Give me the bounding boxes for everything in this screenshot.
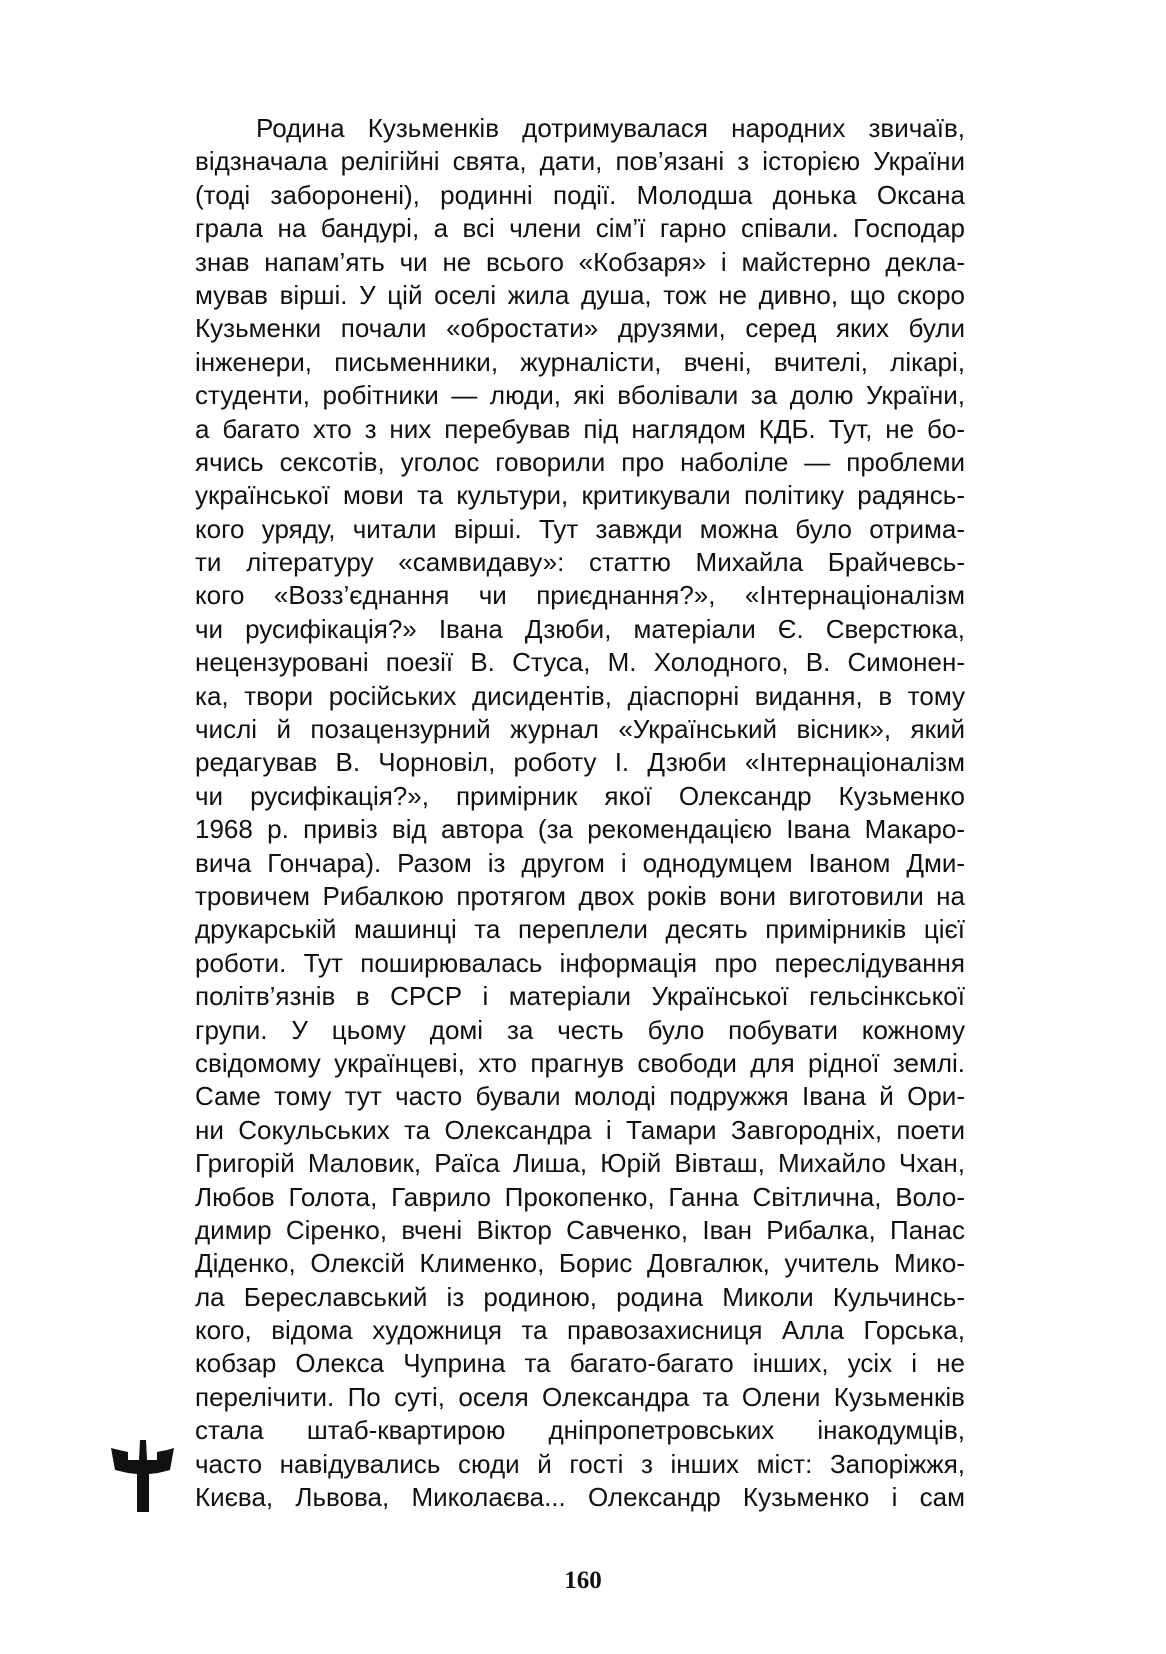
body-text (195, 112, 965, 1514)
text-line: редагував В. Чорновіл, роботу І. Дзюби «Інтернаціоналізм (195, 747, 965, 778)
text-line: димир Сіренко, вчені Віктор Савченко, Іван Рибалка, Панас (195, 1214, 965, 1245)
text-line: роботи. Тут поширювалась інформація про переслідування (195, 947, 965, 978)
text-line: а багато хто з них перебував під наглядом КДБ. Тут, не бо- (195, 413, 965, 444)
text-line: числі й позацензурний журнал «Український вісник», який (195, 714, 965, 745)
text-line: Діденко, Олексій Клименко, Борис Довгалюк, учитель Мико- (195, 1248, 965, 1279)
text-line: свідомому українцеві, хто прагнув свободи для рідної землі. (195, 1047, 965, 1078)
text-line: Любов Голота, Гаврило Прокопенко, Ганна Світлична, Воло- (195, 1181, 965, 1212)
text-line: стала штаб-квартирою дніпропетровських інакодумців, (195, 1415, 965, 1446)
text-line: кобзар Олекса Чуприна та багато-багато інших, усіх і не (195, 1348, 965, 1379)
text-line: часто навідувались сюди й гості з інших міст: Запоріжжя, (195, 1448, 965, 1479)
trident-publisher-mark-icon (111, 1440, 174, 1512)
text-line: ни Сокульських та Олександра і Тамари Завгородніх, поети (195, 1114, 965, 1145)
text-line: тровичем Рибалкою протягом двох років вони виготовили на (195, 880, 965, 911)
text-line: 1968 р. привіз від автора (за рекомендацією Івана Макаро- (195, 814, 965, 845)
text-line: (тоді заборонені), родинні події. Молодша донька Оксана (195, 179, 965, 210)
text-line: мував вірші. У цій оселі жила душа, тож не дивно, що скоро (195, 279, 965, 310)
text-line: відзначала релігійні свята, дати, пов’язані з історією України (195, 146, 965, 177)
text-line: Києва, Львова, Миколаєва... Олександр Кузьменко і сам (195, 1482, 965, 1513)
text-line: студенти, робітники — люди, які вболівали за долю України, (195, 380, 965, 411)
text-line: ка, твори російських дисидентів, діаспорні видання, в тому (195, 680, 965, 711)
text-line: ячись сексотів, уголос говорили про наболіле — проблеми (195, 446, 965, 477)
text-line: групи. У цьому домі за честь було побувати кожному (195, 1014, 965, 1045)
text-line: політв’язнів в СРСР і матеріали Української гельсінкської (195, 981, 965, 1012)
text-line: Родина Кузьменків дотримувалася народних звичаїв, (256, 113, 965, 143)
text-line: друкарській машинці та переплели десять примірників цієї (195, 914, 965, 945)
text-line: кого, відома художниця та правозахисниця Алла Горська, (195, 1315, 965, 1346)
page-number: 160 (564, 1567, 602, 1594)
text-line: ла Береславський із родиною, родина Миколи Кульчинсь- (195, 1281, 965, 1312)
text-line: української мови та культури, критикували політику радянсь- (195, 480, 965, 511)
text-line: Саме тому тут часто бували молоді подружжя Івана й Ори- (195, 1081, 965, 1112)
text-line: інженери, письменники, журналісти, вчені, вчителі, лікарі, (195, 346, 965, 377)
text-line: грала на бандурі, а всі члени сім’ї гарно співали. Господар (195, 213, 965, 244)
text-line: ти літературу «самвидаву»: статтю Михайла Брайчевсь- (195, 547, 965, 578)
text-line: перелічити. По суті, оселя Олександра та Олени Кузьменків (195, 1381, 965, 1412)
text-line: кого уряду, читали вірші. Тут завжди можна було отрима- (195, 513, 965, 544)
text-line: чи русифікація?», примірник якої Олександр Кузьменко (195, 780, 965, 811)
text-line: вича Гончара). Разом із другом і однодумцем Іваном Дми- (195, 847, 965, 878)
text-line: знав напам’ять чи не всього «Кобзаря» і майстерно декла- (195, 246, 965, 277)
text-line: нецензуровані поезії В. Стуса, М. Холодного, В. Симонен- (195, 647, 965, 678)
text-line: Григорій Маловик, Раїса Лиша, Юрій Вівташ, Михайло Чхан, (195, 1148, 965, 1179)
text-line: чи русифікація?» Івана Дзюби, матеріали Є. Сверстюка, (195, 613, 965, 644)
text-line: Кузьменки почали «обростати» друзями, серед яких були (195, 313, 965, 344)
text-line: кого «Возз’єднання чи приєднання?», «Інтернаціоналізм (195, 580, 965, 611)
